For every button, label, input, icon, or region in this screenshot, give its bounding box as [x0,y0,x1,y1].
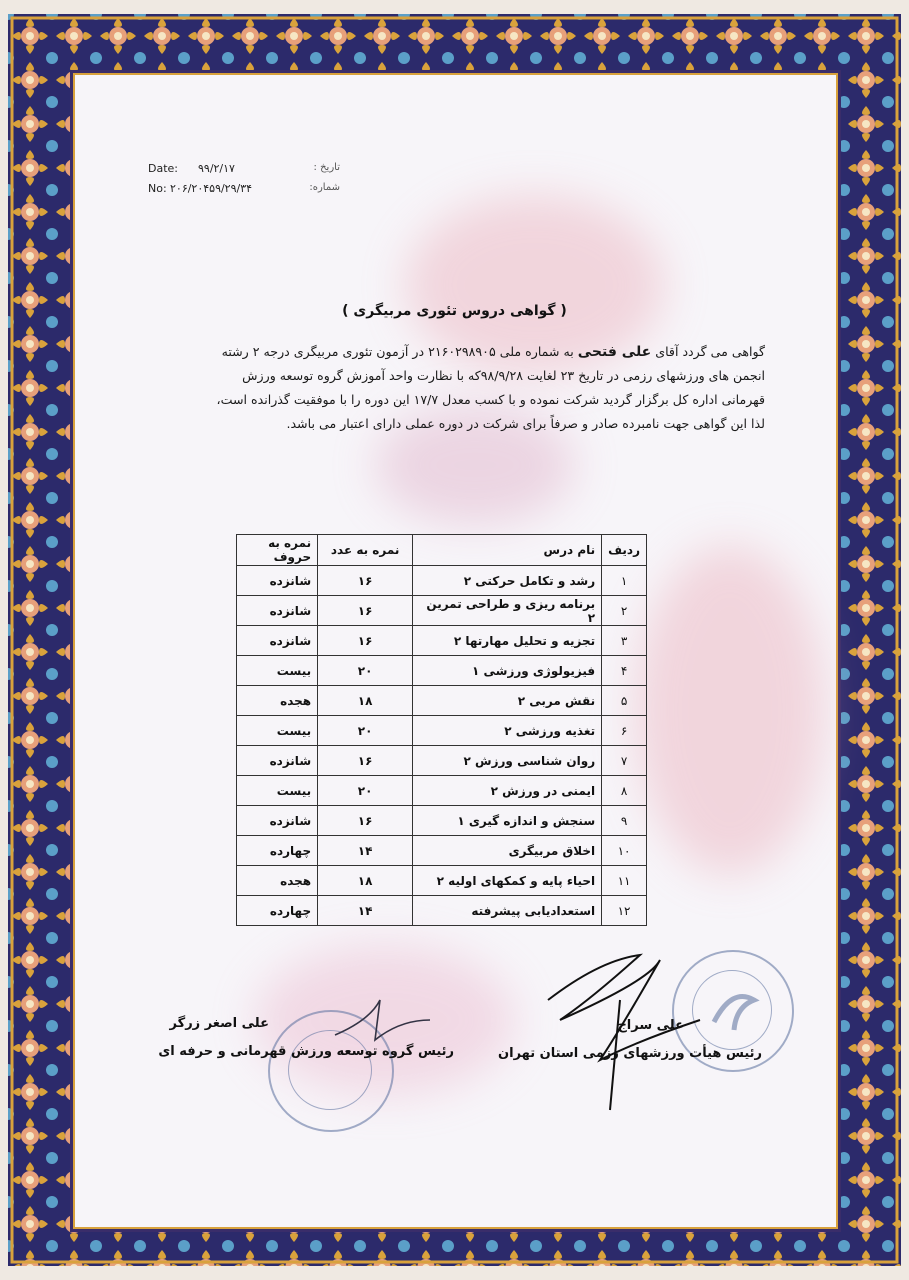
table-header-row [237,535,647,566]
number-label-en: No: [148,182,167,195]
row-number: ۴ [602,656,647,686]
row-number: ۱۰ [602,836,647,866]
table-row [237,836,647,866]
row-number: ۸ [602,776,647,806]
right-signer-title: رئیس هیأت ورزشهای رزمی استان تهران [498,1046,762,1061]
body-line-3: قهرمانی اداره کل برگزار گردید شرکت نموده و با کسب معدل ۱۷/۷ این دوره را با موفقیت گذرانده است، [216,392,765,407]
grade-number: ۲۰ [318,656,413,686]
table-row [237,716,647,746]
grade-words: بیست [237,776,318,806]
course-name: فیزیولوژی ورزشی ۱ [413,656,602,686]
grade-number: ۱۴ [318,896,413,926]
row-number: ۶ [602,716,647,746]
grade-words: شانزده [237,596,318,626]
course-name: رشد و تکامل حرکتی ۲ [413,566,602,596]
course-name: اخلاق مربیگری [413,836,602,866]
table-row [237,776,647,806]
table-row [237,566,647,596]
header-row-number: ردیف [602,535,647,566]
course-name: احیاء پایه و کمکهای اولیه ۲ [413,866,602,896]
left-signer-title: رئیس گروه توسعه ورزش قهرمانی و حرفه ای [158,1044,454,1059]
grades-table [236,534,647,926]
grade-words: شانزده [237,746,318,776]
date-label-en: Date: [148,162,178,175]
course-name: ایمنی در ورزش ۲ [413,776,602,806]
grade-number: ۱۶ [318,806,413,836]
row-number: ۱ [602,566,647,596]
header-course-name: نام درس [413,535,602,566]
grade-number: ۱۶ [318,626,413,656]
certificate-title: ( گواهی دروس تئوری مربیگری ) [342,303,567,319]
header-grade-words: نمره به حروف [237,535,318,566]
row-number: ۳ [602,626,647,656]
grade-number: ۱۸ [318,686,413,716]
grade-number: ۱۸ [318,866,413,896]
table-row [237,806,647,836]
grade-words: شانزده [237,806,318,836]
grade-words: هجده [237,866,318,896]
row-number: ۱۱ [602,866,647,896]
grade-words: چهارده [237,836,318,866]
table-row [237,746,647,776]
grade-number: ۱۶ [318,596,413,626]
grade-words: بیست [237,656,318,686]
grade-number: ۲۰ [318,776,413,806]
table-row [237,686,647,716]
header-grade-number: نمره به عدد [318,535,413,566]
body-line-4: لذا این گواهی جهت نامبرده صادر و صرفاً برای شرکت در دوره عملی دارای اعتبار می باشد. [286,416,765,431]
date-label-fa: تاریخ : [313,162,340,173]
certificate-body [148,340,765,436]
body-line1-pre: گواهی می گردد آقای [655,344,765,359]
table-row [237,656,647,686]
body-line1-post: به شماره ملی ۲۱۶۰۲۹۸۹۰۵ در آزمون تئوری مربیگری درجه ۲ رشته [221,344,574,359]
recipient-name: علی فتحی [577,344,652,360]
row-number: ۵ [602,686,647,716]
number-value: ۲۰۶/۲۰۴۵۹/۲۹/۳۴ [170,182,253,195]
grade-words: چهارده [237,896,318,926]
right-signer-name: علی سراج [617,1018,684,1033]
course-name: روان شناسی ورزش ۲ [413,746,602,776]
row-number: ۹ [602,806,647,836]
body-line-1 [148,340,765,364]
row-number: ۲ [602,596,647,626]
row-number: ۱۲ [602,896,647,926]
number-label-fa: شماره: [309,182,340,193]
course-name: برنامه ریزی و طراحی تمرین ۲ [413,596,602,626]
course-name: سنجش و اندازه گیری ۱ [413,806,602,836]
grade-words: بیست [237,716,318,746]
course-name: استعدادیابی پیشرفته [413,896,602,926]
date-number-block [140,162,340,202]
grade-number: ۱۶ [318,566,413,596]
grade-words: شانزده [237,626,318,656]
table-row [237,626,647,656]
body-line-2: انجمن های ورزشهای رزمی در تاریخ ۲۳ لغایت ۹۸/۹/۲۸که با نظارت واحد آموزش گروه توسعه ورزش [242,368,765,383]
course-name: تجزیه و تحلیل مهارتها ۲ [413,626,602,656]
table-row [237,596,647,626]
course-name: تغذیه ورزشی ۲ [413,716,602,746]
table-row [237,866,647,896]
grade-number: ۱۶ [318,746,413,776]
table-row [237,896,647,926]
date-value: ۹۹/۲/۱۷ [198,162,235,175]
row-number: ۷ [602,746,647,776]
course-name: نقش مربی ۲ [413,686,602,716]
grade-words: شانزده [237,566,318,596]
watermark-blot [635,545,825,875]
left-stamp [268,1010,394,1132]
grade-words: هجده [237,686,318,716]
grade-number: ۱۴ [318,836,413,866]
grade-number: ۲۰ [318,716,413,746]
left-signer-name: علی اصغر زرگر [169,1016,269,1031]
